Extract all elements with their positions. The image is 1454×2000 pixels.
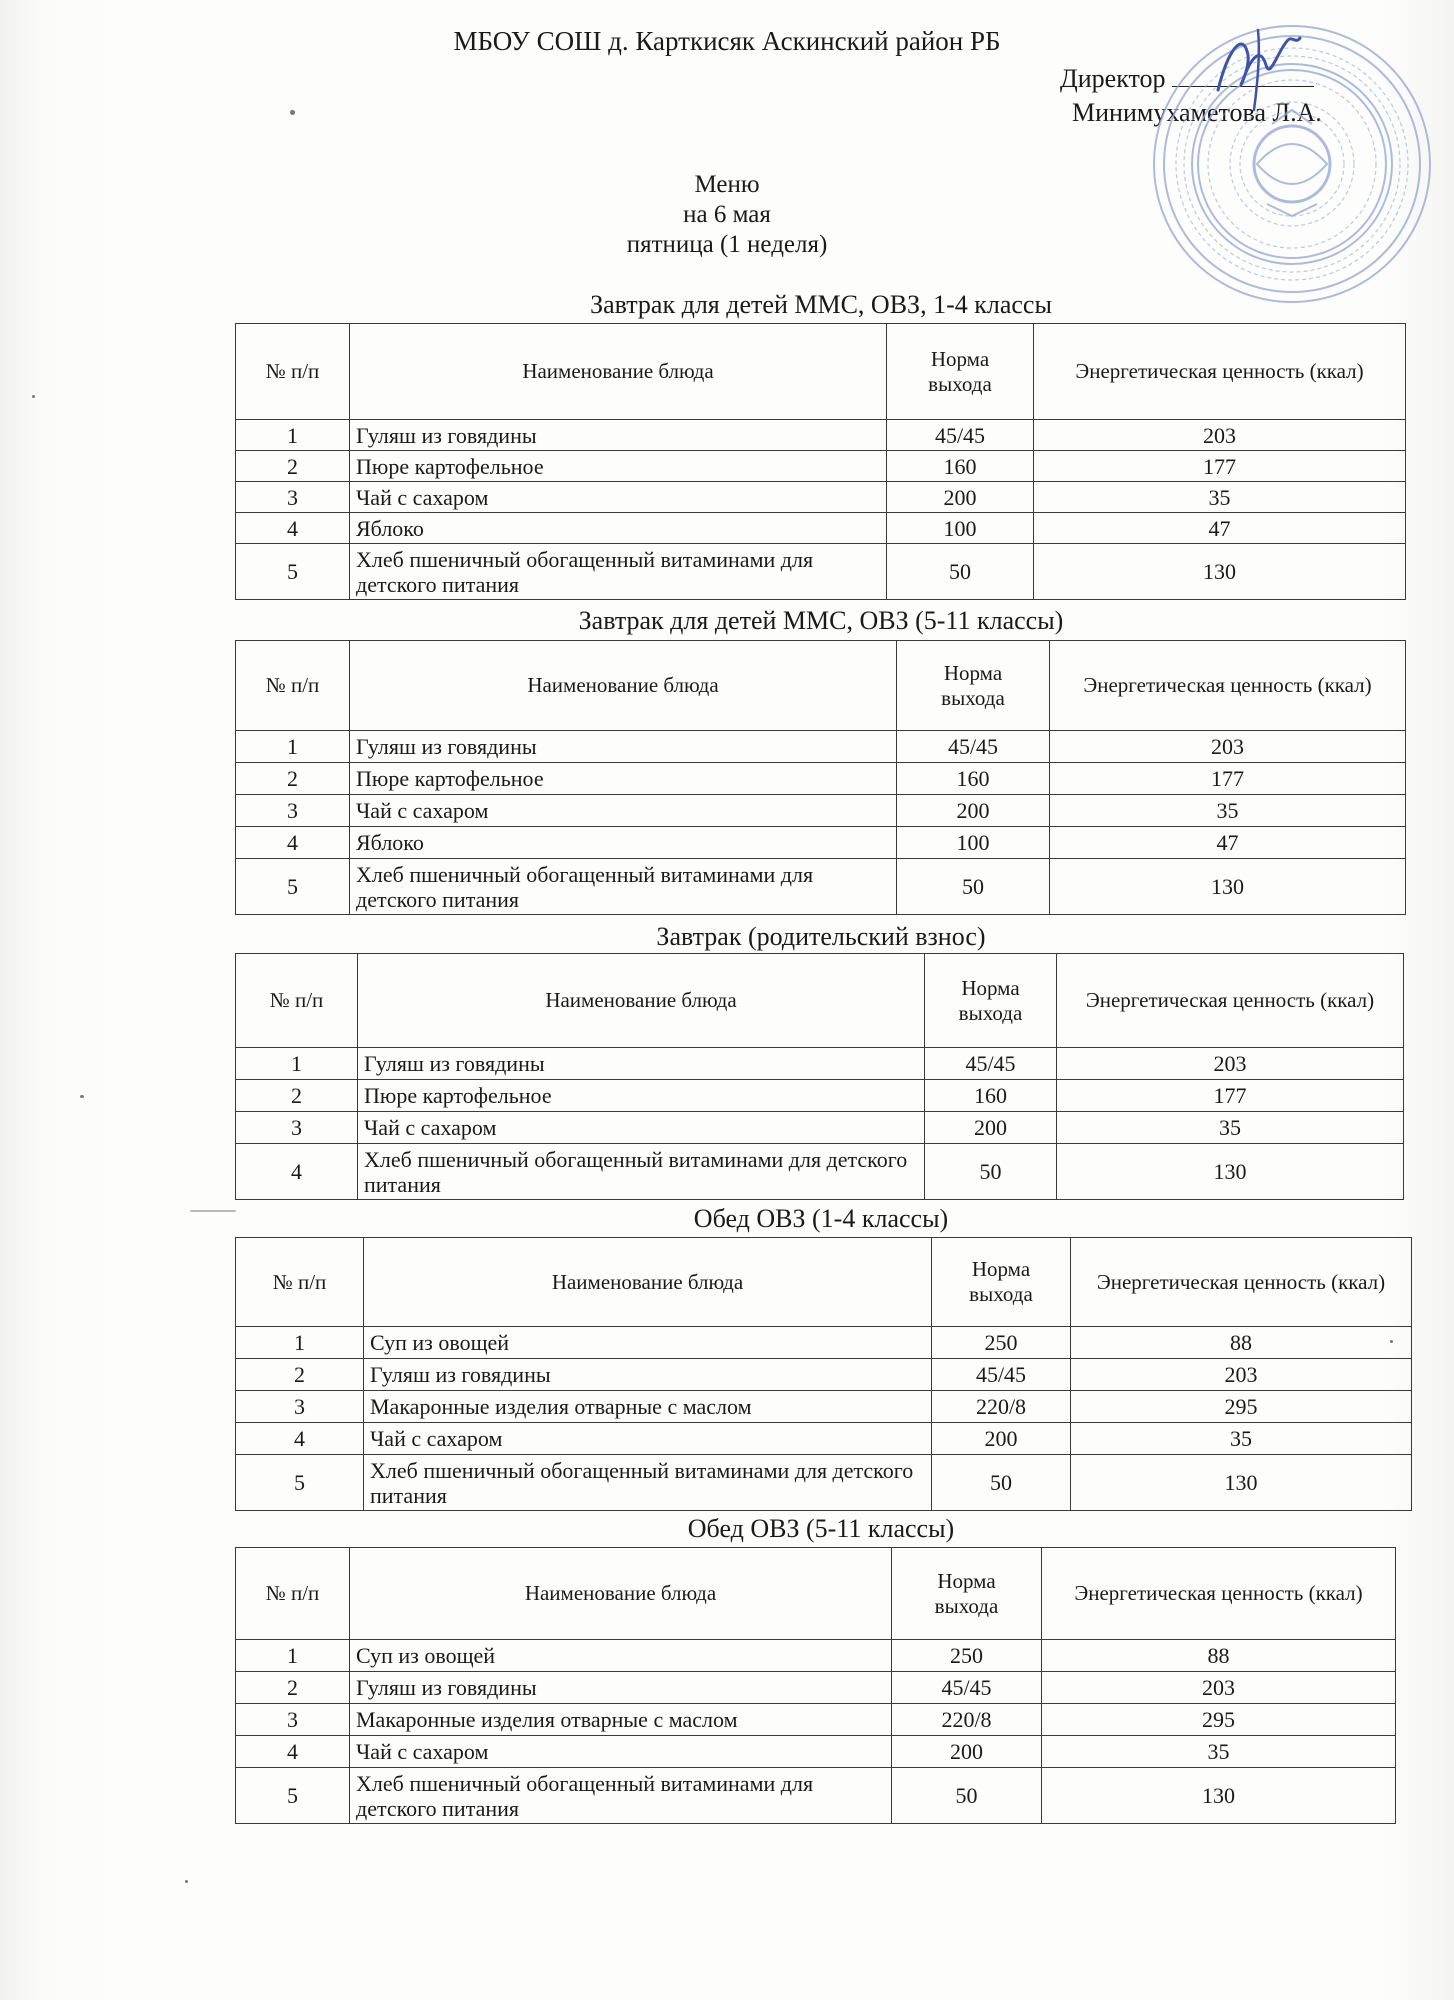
cell-num: 1 [236,1640,350,1672]
cell-num: 1 [236,1048,358,1080]
cell-num: 3 [236,1391,364,1423]
cell-energy: 203 [1042,1672,1396,1704]
cell-name: Пюре картофельное [350,763,897,795]
menu-date: на 6 мая [683,201,771,228]
table-header-row [236,1548,1396,1640]
col-header-energy: Энергетическая ценность (ккал) [1042,1548,1396,1640]
col-header-yield: Норма выхода [892,1548,1042,1640]
cell-num: 2 [236,763,350,795]
cell-yield: 100 [887,513,1034,544]
scan-speck [185,1880,188,1883]
col-header-num: № п/п [236,641,350,731]
col-header-name: Наименование блюда [364,1238,932,1327]
cell-name: Чай с сахаром [358,1112,925,1144]
cell-name: Гуляш из говядины [358,1048,925,1080]
table-row [236,1112,1404,1144]
cell-yield: 160 [925,1080,1057,1112]
cell-name: Хлеб пшеничный обогащенный витаминами для детского питания [350,544,887,600]
section-caption: Завтрак (родительский взнос) [656,922,986,951]
cell-energy: 130 [1071,1455,1412,1511]
cell-name: Яблоко [350,513,887,544]
cell-energy: 177 [1034,451,1406,482]
cell-yield: 160 [887,451,1034,482]
cell-num: 1 [236,731,350,763]
col-header-energy: Энергетическая ценность (ккал) [1034,324,1406,420]
table-row [236,451,1406,482]
table-header-row [236,954,1404,1048]
col-header-name: Наименование блюда [350,1548,892,1640]
cell-energy: 203 [1050,731,1406,763]
cell-yield: 200 [932,1423,1071,1455]
cell-num: 3 [236,482,350,513]
cell-energy: 177 [1050,763,1406,795]
scan-speck [80,1095,84,1098]
menu-table [235,323,1406,600]
cell-energy: 35 [1057,1112,1404,1144]
cell-yield: 200 [925,1112,1057,1144]
table-row [236,1327,1412,1359]
cell-yield: 50 [932,1455,1071,1511]
cell-num: 4 [236,827,350,859]
cell-name: Пюре картофельное [350,451,887,482]
cell-yield: 45/45 [892,1672,1042,1704]
cell-yield: 220/8 [892,1704,1042,1736]
menu-title [0,170,1454,260]
table-row [236,859,1406,915]
cell-num: 5 [236,1768,350,1824]
cell-yield: 45/45 [897,731,1050,763]
menu-table [235,953,1404,1200]
cell-energy: 88 [1042,1640,1396,1672]
cell-yield: 250 [932,1327,1071,1359]
table-row [236,513,1406,544]
cell-yield: 160 [897,763,1050,795]
section-caption: Обед ОВЗ (1-4 классы) [693,1204,949,1233]
cell-num: 3 [236,1704,350,1736]
table-row [236,1455,1412,1511]
table-row [236,1080,1404,1112]
cell-energy: 295 [1071,1391,1412,1423]
col-header-num: № п/п [236,954,358,1048]
cell-energy: 130 [1042,1768,1396,1824]
table-row [236,795,1406,827]
col-header-yield: Норма выхода [887,324,1034,420]
cell-num: 4 [236,1144,358,1200]
cell-num: 4 [236,513,350,544]
cell-name: Чай с сахаром [350,482,887,513]
cell-name: Гуляш из говядины [350,1672,892,1704]
menu-table [235,1237,1412,1511]
table-row [236,1423,1412,1455]
cell-yield: 250 [892,1640,1042,1672]
col-header-yield: Норма выхода [932,1238,1071,1327]
section-caption: Завтрак для детей ММС, ОВЗ, 1-4 классы [590,290,1052,319]
cell-energy: 177 [1057,1080,1404,1112]
handwritten-signature-icon [1188,10,1318,120]
cell-energy: 130 [1034,544,1406,600]
cell-energy: 47 [1034,513,1406,544]
col-header-name: Наименование блюда [358,954,925,1048]
table-row [236,1640,1396,1672]
cell-energy: 295 [1042,1704,1396,1736]
cell-energy: 35 [1034,482,1406,513]
cell-name: Макаронные изделия отварные с маслом [364,1391,932,1423]
cell-name: Пюре картофельное [358,1080,925,1112]
cell-yield: 200 [892,1736,1042,1768]
cell-num: 2 [236,1080,358,1112]
table-row [236,1768,1396,1824]
cell-yield: 50 [892,1768,1042,1824]
col-header-name: Наименование блюда [350,324,887,420]
table-row [236,482,1406,513]
col-header-num: № п/п [236,1548,350,1640]
cell-name: Суп из овощей [350,1640,892,1672]
cell-name: Гуляш из говядины [350,420,887,451]
cell-name: Яблоко [350,827,897,859]
cell-name: Макаронные изделия отварные с маслом [350,1704,892,1736]
cell-num: 3 [236,795,350,827]
cell-name: Суп из овощей [364,1327,932,1359]
table-header-row [236,324,1406,420]
col-header-name: Наименование блюда [350,641,897,731]
director-name: Минимухаметова Л.А. [1072,98,1322,127]
cell-energy: 203 [1071,1359,1412,1391]
cell-energy: 47 [1050,827,1406,859]
section-caption: Завтрак для детей ММС, ОВЗ (5-11 классы) [578,606,1064,635]
table-row [236,1359,1412,1391]
cell-num: 1 [236,1327,364,1359]
cell-energy: 35 [1050,795,1406,827]
col-header-energy: Энергетическая ценность (ккал) [1071,1238,1412,1327]
cell-yield: 45/45 [925,1048,1057,1080]
table-row [236,1144,1404,1200]
cell-yield: 220/8 [932,1391,1071,1423]
scan-speck [190,1210,236,1212]
school-name: МБОУ СОШ д. Карткисяк Аскинский район РБ [453,26,1001,56]
cell-energy: 130 [1057,1144,1404,1200]
menu-weekday: пятница (1 неделя) [626,231,828,258]
table-header-row [236,641,1406,731]
table-row [236,1736,1396,1768]
cell-yield: 200 [887,482,1034,513]
menu-table [235,640,1406,915]
table-header-row [236,1238,1412,1327]
scan-speck [290,110,295,115]
menu-heading: Меню [694,171,760,198]
cell-name: Гуляш из говядины [350,731,897,763]
cell-energy: 88 [1071,1327,1412,1359]
cell-num: 3 [236,1112,358,1144]
cell-name: Чай с сахаром [350,795,897,827]
menu-table [235,1547,1396,1824]
cell-energy: 203 [1057,1048,1404,1080]
table-row [236,731,1406,763]
cell-name: Чай с сахаром [364,1423,932,1455]
cell-yield: 45/45 [932,1359,1071,1391]
cell-energy: 203 [1034,420,1406,451]
table-row [236,763,1406,795]
scan-speck [32,395,35,398]
cell-num: 5 [236,1455,364,1511]
col-header-num: № п/п [236,324,350,420]
table-row [236,420,1406,451]
table-row [236,544,1406,600]
col-header-energy: Энергетическая ценность (ккал) [1057,954,1404,1048]
cell-name: Хлеб пшеничный обогащенный витаминами для детского питания [350,859,897,915]
cell-num: 4 [236,1736,350,1768]
cell-num: 1 [236,420,350,451]
cell-energy: 130 [1050,859,1406,915]
cell-yield: 50 [897,859,1050,915]
cell-num: 5 [236,544,350,600]
cell-yield: 100 [897,827,1050,859]
table-row [236,827,1406,859]
col-header-yield: Норма выхода [925,954,1057,1048]
cell-energy: 35 [1042,1736,1396,1768]
cell-name: Хлеб пшеничный обогащенный витаминами для детского питания [364,1455,932,1511]
col-header-yield: Норма выхода [897,641,1050,731]
cell-yield: 45/45 [887,420,1034,451]
cell-name: Хлеб пшеничный обогащенный витаминами для детского питания [358,1144,925,1200]
director-label: Директор [1060,64,1166,93]
table-row [236,1704,1396,1736]
cell-num: 2 [236,1359,364,1391]
cell-yield: 200 [897,795,1050,827]
cell-num: 2 [236,1672,350,1704]
table-row [236,1672,1396,1704]
section-caption: Обед ОВЗ (5-11 классы) [687,1514,955,1543]
cell-yield: 50 [887,544,1034,600]
cell-num: 2 [236,451,350,482]
cell-num: 4 [236,1423,364,1455]
col-header-energy: Энергетическая ценность (ккал) [1050,641,1406,731]
cell-yield: 50 [925,1144,1057,1200]
cell-num: 5 [236,859,350,915]
cell-energy: 35 [1071,1423,1412,1455]
scan-speck [1390,1340,1393,1343]
table-row [236,1048,1404,1080]
cell-name: Гуляш из говядины [364,1359,932,1391]
table-row [236,1391,1412,1423]
cell-name: Хлеб пшеничный обогащенный витаминами для детского питания [350,1768,892,1824]
col-header-num: № п/п [236,1238,364,1327]
cell-name: Чай с сахаром [350,1736,892,1768]
